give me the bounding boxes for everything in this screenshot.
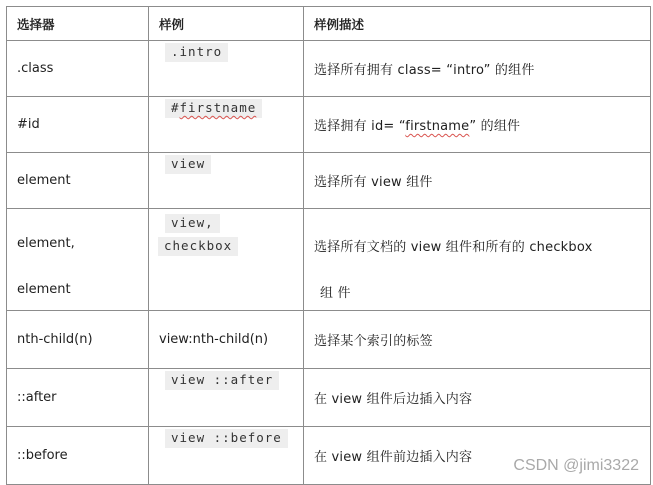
header-example: 样例: [149, 7, 304, 41]
example-code: .intro: [165, 43, 228, 62]
table-row: [7, 369, 651, 427]
example-cell: [149, 369, 304, 427]
selector-cell: element: [7, 153, 149, 209]
table-row: [7, 97, 651, 153]
description-cell: [304, 97, 651, 153]
description-cell: 选择所有 view 组件: [304, 153, 651, 209]
example-code: view ::before: [165, 429, 288, 448]
table-row: [7, 311, 651, 369]
example-code: [165, 99, 262, 118]
description-cell: 选择某个索引的标签: [304, 311, 651, 369]
table-row: [7, 153, 651, 209]
description-part: ” 的组件: [469, 119, 521, 134]
example-cell: view:nth-child(n): [149, 311, 304, 369]
example-cell: [149, 209, 304, 311]
description-line: 组 件: [320, 286, 351, 301]
table-row: [7, 427, 651, 485]
description-part: 选择拥有 id= “: [314, 119, 406, 134]
table-row: [7, 209, 651, 311]
selector-table: [6, 6, 651, 485]
example-cell: [149, 97, 304, 153]
header-selector: 选择器: [7, 7, 149, 41]
description-line: 选择所有文档的 view 组件和所有的 checkbox: [314, 240, 593, 255]
header-description: 样例描述: [304, 7, 651, 41]
selector-cell: #id: [7, 97, 149, 153]
example-code: view: [165, 155, 211, 174]
description-cell: [304, 209, 651, 311]
description-cell: 在 view 组件前边插入内容: [304, 427, 651, 485]
spellcheck-word: firstname: [179, 100, 257, 115]
selector-line: element,: [17, 236, 75, 251]
example-cell: [149, 427, 304, 485]
selector-cell: ::after: [7, 369, 149, 427]
header-row: [7, 7, 651, 41]
selector-cell: nth-child(n): [7, 311, 149, 369]
spellcheck-word: firstname: [405, 119, 470, 134]
example-code: view ::after: [165, 371, 279, 390]
selector-line: element: [17, 282, 71, 297]
example-code: checkbox: [158, 237, 238, 256]
example-code: view,: [165, 214, 220, 233]
example-cell: [149, 153, 304, 209]
example-cell: [149, 41, 304, 97]
table-row: [7, 41, 651, 97]
example-prefix: #: [171, 100, 180, 115]
description-cell: 在 view 组件后边插入内容: [304, 369, 651, 427]
description-cell: 选择所有拥有 class= “intro” 的组件: [304, 41, 651, 97]
selector-cell: [7, 209, 149, 311]
watermark: CSDN @jimi3322: [513, 457, 639, 474]
selector-cell: ::before: [7, 427, 149, 485]
selector-cell: .class: [7, 41, 149, 97]
